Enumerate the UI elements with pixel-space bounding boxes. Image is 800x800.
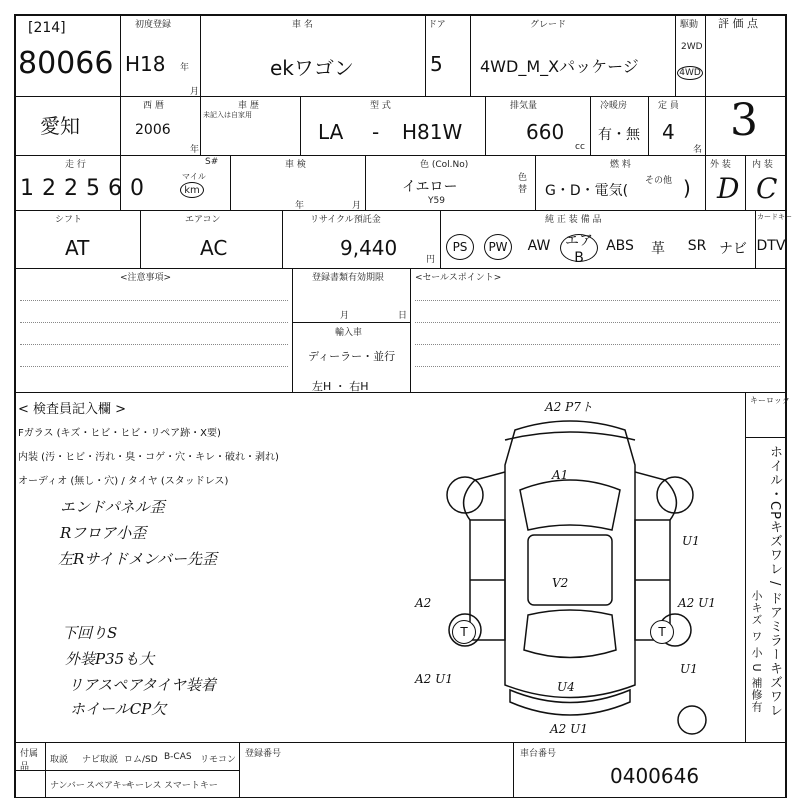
tire-mark-left: T (452, 620, 476, 644)
equip-leather: 革 (651, 241, 665, 257)
keyless-label: カードキー (757, 213, 792, 221)
reg-month: 月 (340, 311, 350, 321)
shaken-nen: 年 (295, 201, 305, 211)
handwritten-note-2: Rフロア小歪 (60, 524, 147, 542)
displacement: 660 (526, 120, 565, 144)
first-reg-label: 初度登録 (135, 20, 172, 30)
drive-4wd-circled: 4WD (677, 66, 703, 80)
drive-2wd: 2WD (681, 42, 703, 52)
nen-unit: 年 (190, 145, 200, 155)
color-label: 色 (Col.No) (420, 160, 469, 170)
color-change-label: 色替 (518, 173, 528, 195)
car-name: ekワゴン (270, 56, 354, 80)
year-value: 2006 (135, 122, 171, 138)
shift-value: AT (65, 236, 90, 260)
side-label: ホイル・CPキズワレ / ドアミラーキズワレ (767, 445, 782, 718)
handwritten-note-6: リアスペアタイヤ装着 (68, 676, 217, 694)
handwritten-note-5: 外装P35も大 (65, 650, 155, 668)
inspection-sub: 未記入は自家用 (203, 111, 252, 119)
tire-mark-right: T (650, 620, 674, 644)
recycle-fee: 9,440 (340, 236, 398, 260)
grade-value: 4WD_M_Xパッケージ (480, 57, 639, 76)
equip-pw-circled: PW (484, 234, 512, 260)
audio-tire-line: オーディオ (無し・穴) / タイヤ (スタッドレス) (18, 476, 229, 487)
diagram-mark-a2u1-right: A2 U1 (678, 596, 716, 610)
dealer-parallel: ディーラー・並行 (308, 350, 396, 363)
reg-expiry-label: 登録書類有効期限 (312, 273, 385, 283)
acc-spare-key: スペアキー (86, 781, 131, 791)
aircon-label: エアコン (185, 215, 221, 225)
fuel-label: 燃 料 (610, 160, 631, 170)
glass-line: Fガラス (キズ・ヒビ・ヒビ・リペア跡・X要) (18, 428, 221, 439)
handwritten-note-1: エンドパネル歪 (60, 498, 165, 516)
lot-number: 80066 (18, 46, 114, 81)
handwritten-note-3: 左Rサイドメンバー先歪 (58, 550, 218, 568)
yen-unit: 円 (426, 255, 436, 265)
grade-label: グレード (530, 20, 567, 30)
caution-label: <注意事項> (120, 273, 172, 283)
acc-manual: 取説 (50, 755, 69, 765)
car-name-label: 車 名 (292, 20, 313, 30)
diagram-mark-u1-rear: U1 (680, 662, 698, 676)
chassis-label: 車台番号 (520, 749, 557, 759)
acc-number: ナンバー (50, 781, 85, 791)
import-label: 輸入車 (335, 328, 363, 338)
diagram-mark-a2u1-left: A2 U1 (415, 672, 453, 686)
side-note: 小キズ ワ 小 U 補修有 (750, 590, 763, 714)
score-label: 評 価 点 (718, 17, 758, 30)
ac-label: 冷暖房 (600, 101, 628, 111)
shift-label: シフト (55, 215, 83, 225)
sales-point-label: <セールスポイント> (415, 273, 502, 283)
lot-bracket: [214] (28, 20, 66, 36)
fuel-other: その他 (645, 176, 673, 186)
s-label: S# (205, 157, 219, 167)
diagram-mark-front: A2 P7ト (545, 400, 593, 414)
reg-day: 日 (398, 311, 408, 321)
aircon-value: AC (200, 236, 228, 260)
region: 愛知 (40, 114, 80, 138)
capacity: 4 (662, 120, 675, 144)
model-label: 型 式 (370, 101, 391, 111)
diagram-mark-v2: V2 (552, 576, 569, 590)
inspection-label: 車 歴 (238, 101, 259, 111)
acc-smart-key: スマートキー (164, 781, 218, 791)
diagram-mark-a2-left: A2 (415, 596, 432, 610)
equip-dtv: DTV (756, 238, 786, 254)
year-label: 西 暦 (143, 101, 164, 111)
reg-number-label: 登録番号 (245, 749, 282, 759)
inspector-title: < 検査員記入欄 > (18, 402, 127, 417)
equip-ps-circled: PS (446, 234, 474, 260)
diagram-mark-u4: U4 (557, 680, 575, 694)
chassis-number: 0400646 (610, 764, 700, 788)
mile-label: マイル (182, 172, 206, 181)
fuel-close: ) (683, 176, 691, 200)
equip-abs: ABS (606, 238, 634, 254)
model-code: H81W (402, 120, 463, 144)
shaken-tsuki: 月 (352, 201, 362, 211)
fuel-value: G・D・電気( (545, 183, 629, 199)
ac-value: 有・無 (598, 127, 640, 143)
int-label: 内 装 (752, 160, 773, 170)
equip-navi: ナビ (719, 241, 747, 257)
key-lock-label: キーロック (750, 396, 790, 405)
model-prefix: LA (318, 120, 344, 144)
drive-label: 駆動 (680, 20, 699, 30)
km-circled: km (180, 182, 204, 198)
equip-airbag-circled: エアB (560, 234, 598, 262)
doors-label: ドア (428, 20, 446, 30)
capacity-unit: 名 (693, 145, 703, 155)
color-value: イエロー (402, 179, 458, 195)
ext-label: 外 装 (710, 160, 731, 170)
doors-value: 5 (430, 52, 443, 76)
handle-side: 左H ・ 右H (312, 380, 369, 393)
diagram-mark-bottom: A2 U1 (550, 722, 588, 736)
handwritten-note-7: ホイールCP欠 (70, 700, 167, 718)
acc-keyless: キーレス (126, 781, 162, 791)
displacement-label: 排気量 (510, 101, 538, 111)
year-unit: 年 (180, 63, 190, 73)
equip-sr: SR (687, 238, 707, 254)
interior-line: 内装 (汚・ヒビ・汚れ・臭・コゲ・穴・キレ・破れ・剥れ) (18, 452, 279, 463)
acc-bcas: B-CAS (164, 752, 192, 762)
accessory-label: 付属品 (20, 749, 39, 772)
diagram-mark-u1-right: U1 (682, 534, 700, 548)
month-unit: 月 (190, 87, 200, 97)
shaken-label: 車 検 (285, 160, 306, 170)
cc-unit: cc (575, 142, 585, 152)
score-value: 3 (730, 95, 758, 146)
color-code: Y59 (428, 196, 445, 206)
capacity-label: 定 員 (658, 101, 679, 111)
equip-aw: AW (527, 238, 551, 254)
recycle-label: リサイクル預託金 (310, 215, 381, 225)
diagram-mark-a1: A1 (552, 468, 569, 482)
acc-navi-manual: ナビ取説 (82, 755, 119, 765)
acc-rom-sd: ロム/SD (124, 755, 158, 765)
equip-label: 純 正 装 備 品 (545, 215, 602, 225)
first-reg-value: H18 (125, 52, 166, 76)
ext-grade: D (717, 172, 740, 205)
handwritten-note-4: 下回りS (62, 624, 118, 642)
acc-remote: リモコン (200, 755, 237, 765)
mileage-value: 122560 (20, 176, 152, 201)
int-grade: C (756, 172, 778, 205)
model-dash: - (372, 120, 380, 144)
mileage-label: 走 行 (65, 160, 86, 170)
